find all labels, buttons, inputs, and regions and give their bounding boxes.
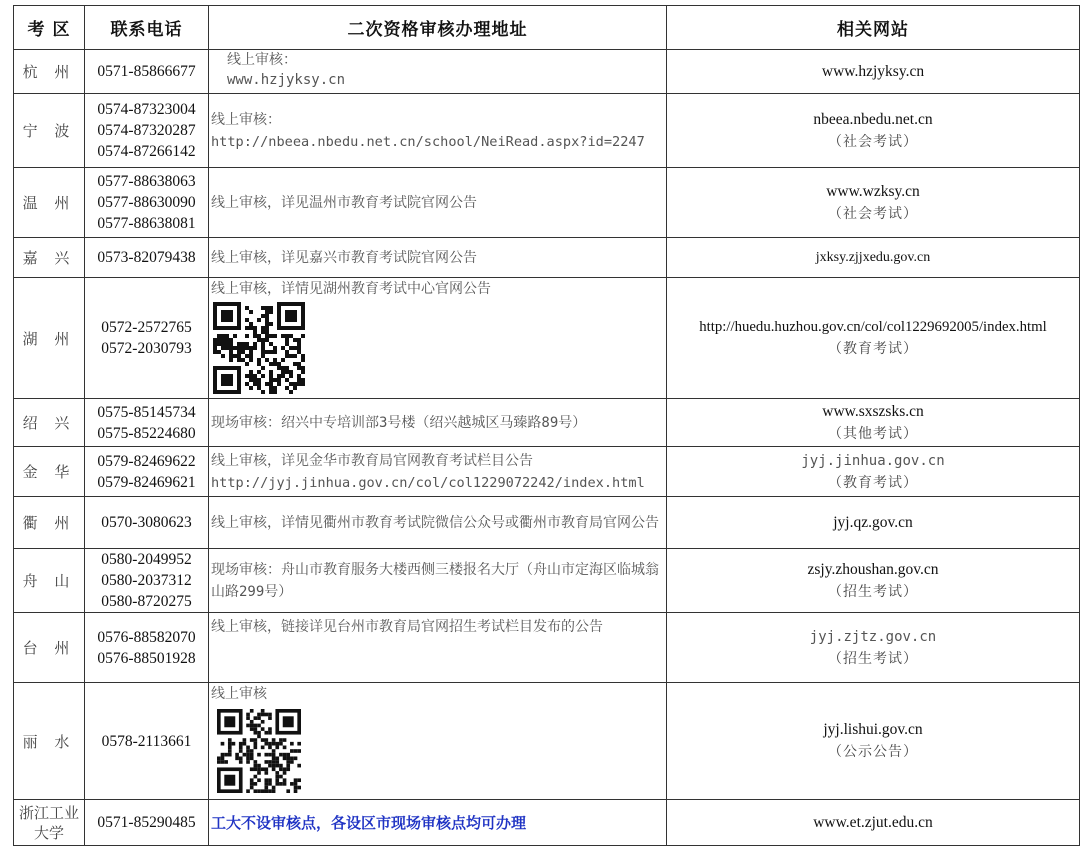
table-row [14,800,1080,846]
website-cell [667,683,1080,800]
area-cell: 湖 州 [14,278,85,399]
phone-number: 0576-88501928 [97,649,196,667]
address-cell [209,447,667,497]
phone-cell [85,613,209,683]
phone-number: 0575-85145734 [97,403,196,421]
website-category: （其他考试） [828,425,918,442]
website-link[interactable]: jxksy.zjjxedu.gov.cn [815,249,931,265]
address-cell [209,238,667,278]
website-cell [667,447,1080,497]
phone-number: 0575-85224680 [97,424,196,442]
website-cell [667,238,1080,278]
phone-cell [85,497,209,549]
table-row [14,683,1080,800]
area-cell: 浙江工业大学 [14,800,85,846]
website-cell [667,549,1080,613]
website-link[interactable]: zsjy.zhoushan.gov.cn [807,560,939,578]
phone-cell [85,50,209,94]
website-link[interactable]: jyj.jinhua.gov.cn [801,452,945,469]
address-cell [209,50,667,94]
phone-number: 0579-82469621 [97,473,196,491]
area-cell: 宁 波 [14,94,85,168]
table-header-row [14,6,1080,50]
website-cell [667,278,1080,399]
address-line: 现场审核：绍兴中专培训部3号楼（绍兴越城区马臻路89号） [211,414,587,431]
address-line: 线上审核： [211,111,281,128]
website-category: （教育考试） [828,341,918,357]
address-cell [209,168,667,238]
table-row [14,50,1080,94]
table-row [14,497,1080,549]
address-line: 线上审核： [227,52,297,68]
phone-number: 0577-88638063 [97,173,196,190]
area-cell: 温 州 [14,168,85,238]
table-row [14,94,1080,168]
address-cell [209,800,667,846]
address-line: 线上审核，详见金华市教育局官网教育考试栏目公告 [211,452,533,469]
exam-area-table [13,5,1080,846]
phone-cell [85,800,209,846]
phone-number: 0574-87320287 [97,122,196,139]
phone-number: 0574-87323004 [97,101,196,118]
website-cell [667,800,1080,846]
website-category: （招生考试） [828,583,918,600]
address-line: 线上审核，详情见衢州市教育考试院微信公众号或衢州市教育局官网公告 [211,514,659,531]
website-link[interactable]: www.hzjyksy.cn [821,62,925,80]
table-row [14,549,1080,613]
address-cell [209,683,667,800]
address-cell [209,613,667,683]
phone-cell [85,447,209,497]
address-cell [209,399,667,447]
website-cell [667,168,1080,238]
header-website: 相关网站 [667,6,1080,50]
phone-number: 0571-85866677 [97,63,196,80]
table-row [14,613,1080,683]
website-cell [667,613,1080,683]
area-cell: 舟 山 [14,549,85,613]
address-link[interactable]: www.hzjyksy.cn [227,72,346,88]
website-category: （社会考试） [828,133,918,150]
address-line: 现场审核：舟山市教育服务大楼西侧三楼报名大厅（舟山市定海区临城翁山路299号） [211,561,659,600]
website-link[interactable]: www.sxszsks.cn [822,402,924,420]
address-cell [209,549,667,613]
website-category: （公示公告） [828,744,918,760]
area-cell: 衢 州 [14,497,85,549]
phone-number: 0577-88638081 [97,215,196,232]
phone-number: 0573-82079438 [97,249,196,266]
phone-number: 0574-87266142 [97,143,196,160]
website-link[interactable]: jyj.qz.gov.cn [833,513,913,531]
table-row [14,238,1080,278]
phone-number: 0572-2030793 [101,340,192,357]
phone-number: 0571-85290485 [97,814,196,831]
phone-cell [85,399,209,447]
website-link[interactable]: www.wzksy.cn [826,182,920,200]
phone-cell [85,168,209,238]
phone-cell [85,683,209,800]
website-cell [667,497,1080,549]
area-cell: 杭 州 [14,50,85,94]
address-link[interactable]: http://jyj.jinhua.gov.cn/col/col1229072242/index.html [211,474,645,491]
area-cell: 嘉 兴 [14,238,85,278]
website-category: （招生考试） [828,650,918,667]
website-link[interactable]: nbeea.nbedu.net.cn [813,110,933,128]
table-row [14,399,1080,447]
area-cell: 丽 水 [14,683,85,800]
table-row [14,447,1080,497]
address-line: 线上审核，链接详见台州市教育局官网招生考试栏目发布的公告 [211,619,603,635]
qr-code-icon[interactable] [217,709,301,793]
phone-number: 0579-82469622 [97,452,196,470]
phone-number: 0570-3080623 [101,514,192,531]
phone-cell [85,549,209,613]
address-link[interactable]: http://nbeea.nbedu.net.cn/school/NeiRead.aspx?id=2247 [211,133,645,150]
table-row [14,168,1080,238]
phone-number: 0578-2113661 [101,732,192,750]
address-cell [209,278,667,399]
header-phone: 联系电话 [85,6,209,50]
phone-number: 0580-2037312 [101,572,192,589]
area-cell: 金 华 [14,447,85,497]
address-line: 线上审核，详见温州市教育考试院官网公告 [211,194,477,211]
address-line: 线上审核，详见嘉兴市教育考试院官网公告 [211,249,477,266]
qr-code-icon[interactable] [213,302,305,394]
address-cell [209,94,667,168]
website-cell [667,94,1080,168]
area-cell: 台 州 [14,613,85,683]
website-cell [667,50,1080,94]
address-line: 线上审核，详情见湖州教育考试中心官网公告 [211,281,491,297]
website-link[interactable]: jyj.zjtz.gov.cn [809,628,937,645]
website-link[interactable]: http://huedu.huzhou.gov.cn/col/col1229692005/index.html [699,319,1047,335]
phone-number: 0572-2572765 [101,319,192,336]
phone-number: 0576-88582070 [97,628,196,646]
table-row [14,278,1080,399]
area-cell: 绍 兴 [14,399,85,447]
phone-number: 0577-88630090 [97,194,196,211]
header-area: 考 区 [14,6,85,50]
address-line: 线上审核 [211,686,267,702]
phone-number: 0580-8720275 [101,593,192,610]
phone-cell [85,94,209,168]
website-category: （教育考试） [828,474,918,491]
website-category: （社会考试） [828,205,918,222]
website-cell [667,399,1080,447]
website-link[interactable]: jyj.lishui.gov.cn [823,721,923,738]
phone-cell [85,278,209,399]
header-address: 二次资格审核办理地址 [209,6,667,50]
phone-number: 0580-2049952 [101,551,192,568]
phone-cell [85,238,209,278]
website-link[interactable]: www.et.zjut.edu.cn [813,813,933,831]
address-cell [209,497,667,549]
address-line: 工大不设审核点，各设区市现场审核点均可办理 [211,813,527,832]
